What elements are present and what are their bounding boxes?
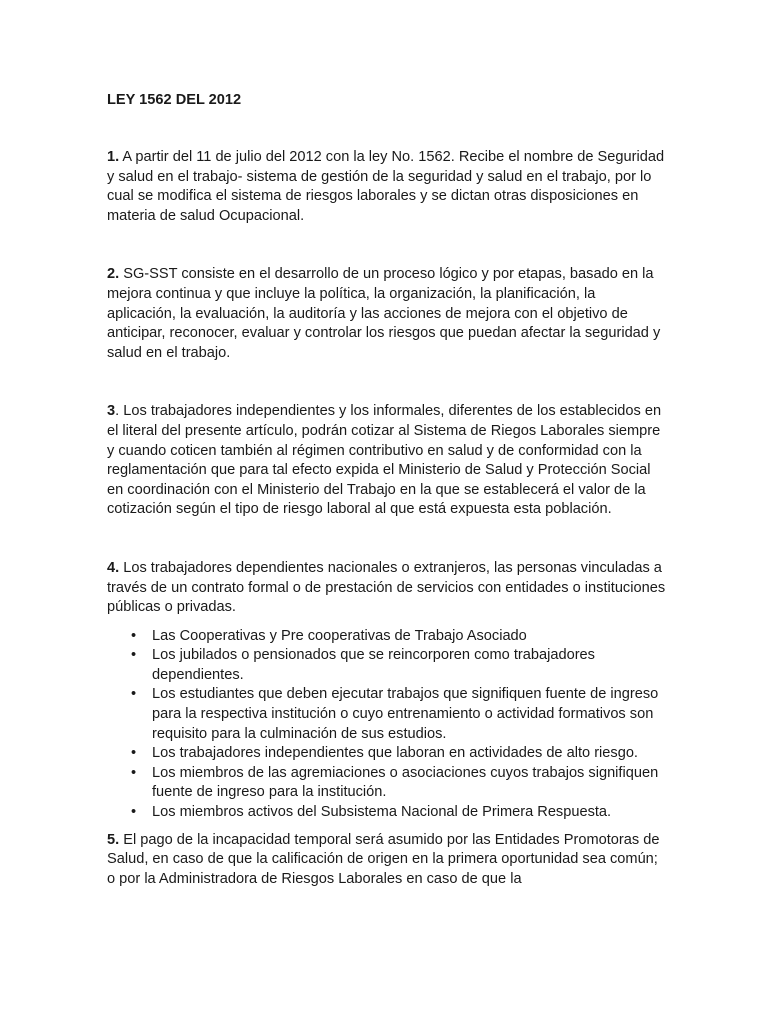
list-item-text: Los estudiantes que deben ejecutar trabajos que signifiquen fuente de ingreso para la respectiva institución o cuyo entrenamiento o actividad formativos son requisito para la culminación de sus estudios. — [152, 686, 659, 742]
paragraph-number: 4. — [107, 559, 120, 576]
list-item-text: Los miembros activos del Subsistema Nacional de Primera Respuesta. — [152, 804, 612, 821]
bullet-list — [107, 627, 667, 823]
paragraph-1 — [107, 148, 667, 226]
bullet-icon: • — [131, 686, 137, 703]
bullet-icon: • — [131, 745, 137, 762]
paragraph-2 — [107, 265, 667, 363]
list-item — [131, 803, 667, 823]
paragraph-text: . Los trabajadores independientes y los informales, diferentes de los establecidos en el literal del presente artículo, podrán cotizar al Sistema de Riegos Laborales siempre y cuando coticen también al régimen contributivo en salud y de conformidad con la reglamentación que para tal efecto expida el Ministerio de Salud y Protección Social en coordinación con el Ministerio del Trabajo en la que se establecerá el valor de la cotización según el tipo de riesgo laboral al que está expuesta esta población. — [107, 403, 662, 518]
bullet-icon: • — [131, 647, 137, 664]
document-page — [107, 90, 667, 889]
paragraph-4 — [107, 559, 667, 618]
list-item — [131, 764, 667, 803]
bullet-icon: • — [131, 764, 137, 781]
paragraph-text: SG-SST consiste en el desarrollo de un proceso lógico y por etapas, basado en la mejora continua y que incluye la política, la organización, la planificación, la aplicación, la evaluación, la auditoría y las acciones de mejora con el objetivo de anticipar, reconocer, evaluar y controlar los riesgos que puedan afectar la seguridad y salud en el trabajo. — [107, 266, 661, 361]
document-title: LEY 1562 DEL 2012 — [107, 92, 242, 108]
list-item — [131, 627, 667, 647]
list-item-text: Los jubilados o pensionados que se reincorporen como trabajadores dependientes. — [152, 647, 595, 683]
paragraph-number: 2. — [107, 266, 120, 283]
paragraph-3 — [107, 402, 667, 520]
paragraph-number: 1. — [107, 149, 120, 165]
paragraph-text: A partir del 11 de julio del 2012 con la ley No. 1562. Recibe el nombre de Seguridad y salud en el trabajo- sistema de gestión de la seguridad y salud en el trabajo, por lo cual se modifica el sistema de riesgos laborales y se dictan otras disposiciones en materia de salud Ocupacional. — [107, 149, 665, 224]
paragraph-number: 3 — [107, 403, 116, 420]
paragraph-number: 5. — [107, 831, 120, 848]
bullet-icon: • — [131, 804, 137, 821]
paragraph-text: Los trabajadores dependientes nacionales o extranjeros, las personas vinculadas a través de un contrato formal o de prestación de servicios con entidades o instituciones públicas o privadas. — [107, 559, 666, 616]
bullet-icon: • — [131, 627, 137, 644]
list-item — [131, 685, 667, 744]
list-item-text: Las Cooperativas y Pre cooperativas de Trabajo Asociado — [152, 627, 527, 644]
list-item-text: Los miembros de las agremiaciones o asociaciones cuyos trabajos signifiquen fuente de ingreso para la institución. — [152, 764, 659, 801]
list-item — [131, 646, 667, 685]
list-item-text: Los trabajadores independientes que laboran en actividades de alto riesgo. — [152, 745, 638, 762]
paragraph-5 — [107, 831, 667, 890]
paragraph-text: El pago de la incapacidad temporal será asumido por las Entidades Promotoras de Salud, en caso de que la calificación de origen en la primera oportunidad sea común; o por la Administradora de Riesgos Laborales en caso de que la — [107, 831, 660, 887]
list-item — [131, 744, 667, 764]
